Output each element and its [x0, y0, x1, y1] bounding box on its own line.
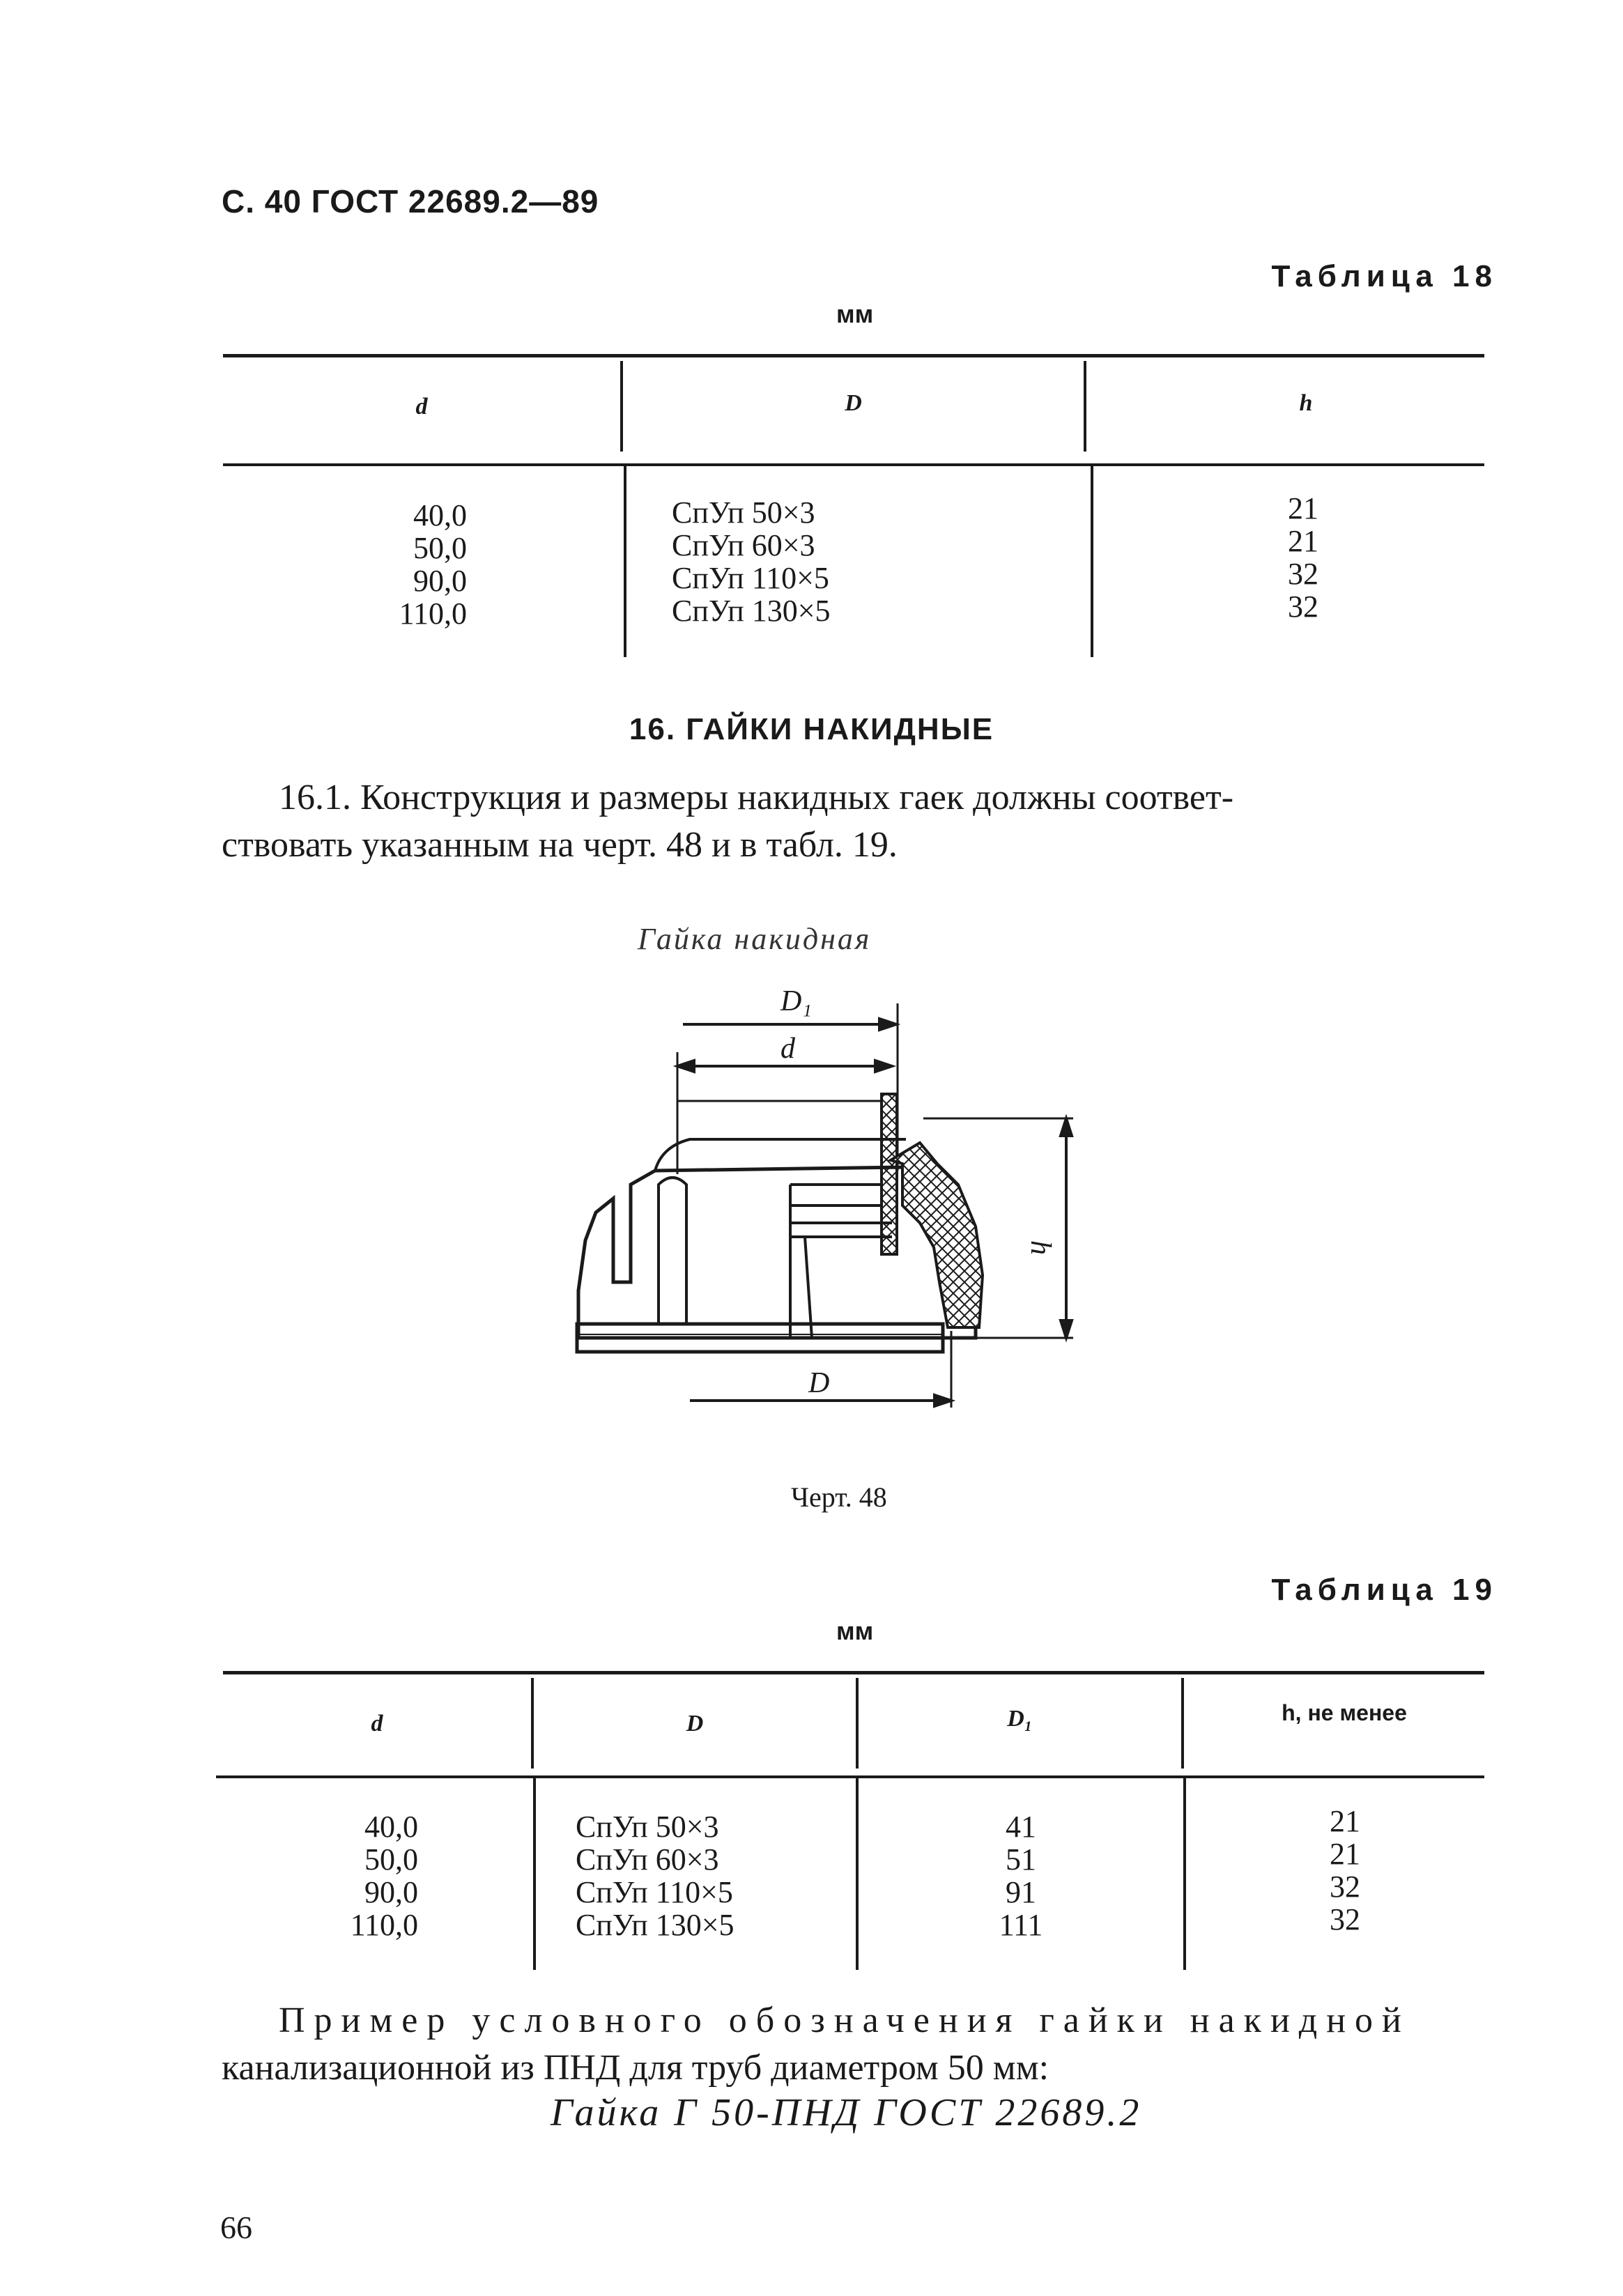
table18-unit: мм	[836, 300, 874, 328]
page-number: 66	[220, 2210, 252, 2245]
table19-col-d: d	[371, 1711, 383, 1736]
table-cell: 111	[999, 1908, 1043, 1942]
table18-divider	[1091, 465, 1093, 657]
example-line2: канализационной из ПНД для труб диаметром 50 мм:	[222, 2048, 1049, 2088]
table-cell: СпУп 110×5	[672, 561, 829, 595]
table-cell: СпУп 60×3	[672, 528, 815, 562]
table-cell: СпУп 50×3	[672, 495, 815, 530]
table-cell: 21	[1330, 1804, 1360, 1838]
table-cell: СпУп 130×5	[672, 594, 831, 628]
table-cell: СпУп 130×5	[576, 1908, 734, 1942]
label-d: d	[780, 1033, 795, 1065]
table-cell: 21	[1288, 524, 1318, 558]
table18-h-values	[1268, 492, 1338, 623]
table-cell: 21	[1288, 491, 1318, 525]
table-cell: 91	[1006, 1875, 1036, 1909]
table18-D-values	[672, 496, 831, 627]
table-cell: 90,0	[413, 564, 467, 598]
label-D1: D₁	[780, 985, 812, 1017]
table-cell: 90,0	[364, 1875, 418, 1909]
table-cell: 110,0	[350, 1908, 418, 1942]
table19-d-values	[321, 1810, 418, 1941]
table18-col-h: h	[1299, 390, 1313, 416]
table19-col-D: D	[686, 1711, 704, 1736]
label-D: D	[808, 1367, 830, 1399]
table18-header-rule	[223, 463, 1484, 466]
table18-d-values	[376, 499, 467, 630]
table19-D-values	[576, 1810, 734, 1941]
table-cell: 40,0	[364, 1810, 418, 1844]
table-cell: 32	[1330, 1870, 1360, 1904]
table19-header-rule	[216, 1775, 1484, 1778]
table-cell: 50,0	[413, 531, 467, 565]
table19-title: Таблица 19	[1271, 1573, 1498, 1607]
example-designation: Гайка Г 50-ПНД ГОСТ 22689.2	[551, 2091, 1142, 2134]
table19-divider	[533, 1778, 536, 1970]
figure-nut-drawing	[557, 976, 1115, 1449]
table-cell: 32	[1288, 590, 1318, 624]
section-title: 16. ГАЙКИ НАКИДНЫЕ	[629, 712, 994, 746]
example-line1: Пример условного обозначения гайки накидной	[279, 2001, 1410, 2040]
table18-title: Таблица 18	[1271, 259, 1498, 293]
table-cell: 40,0	[413, 498, 467, 532]
table-cell: СпУп 110×5	[576, 1875, 733, 1909]
figure-number: Черт. 48	[791, 1481, 887, 1513]
table19-top-rule	[223, 1671, 1484, 1674]
table-cell: 32	[1288, 557, 1318, 591]
label-h: h	[1024, 1240, 1056, 1255]
table-cell: 41	[1006, 1810, 1036, 1844]
table-cell: 51	[1006, 1842, 1036, 1877]
table18-top-rule	[223, 354, 1484, 357]
section-paragraph-line1: 16.1. Конструкция и размеры накидных гаек должны соответ-	[279, 778, 1234, 817]
table19-D1-values	[972, 1810, 1070, 1941]
table18-divider	[624, 465, 626, 657]
table19-h-values	[1310, 1805, 1380, 1936]
table18-col-d: d	[415, 394, 428, 419]
table-cell: СпУп 60×3	[576, 1842, 719, 1877]
page-header: С. 40 ГОСТ 22689.2—89	[222, 183, 599, 219]
table-cell: 32	[1330, 1902, 1360, 1936]
table-cell: 110,0	[399, 596, 467, 631]
table-cell: 21	[1330, 1837, 1360, 1871]
figure-caption: Гайка накидная	[638, 922, 872, 956]
table-cell: СпУп 50×3	[576, 1810, 719, 1844]
table-cell: 50,0	[364, 1842, 418, 1877]
table19-divider	[1183, 1778, 1186, 1970]
table19-divider	[856, 1778, 859, 1970]
table19-col-D1: D₁	[1007, 1706, 1033, 1732]
table19-col-h: h, не менее	[1282, 1700, 1407, 1725]
table18-col-D: D	[845, 390, 862, 416]
section-paragraph-line2: ствовать указанным на черт. 48 и в табл. 19.	[222, 825, 898, 865]
table19-unit: мм	[836, 1617, 874, 1645]
